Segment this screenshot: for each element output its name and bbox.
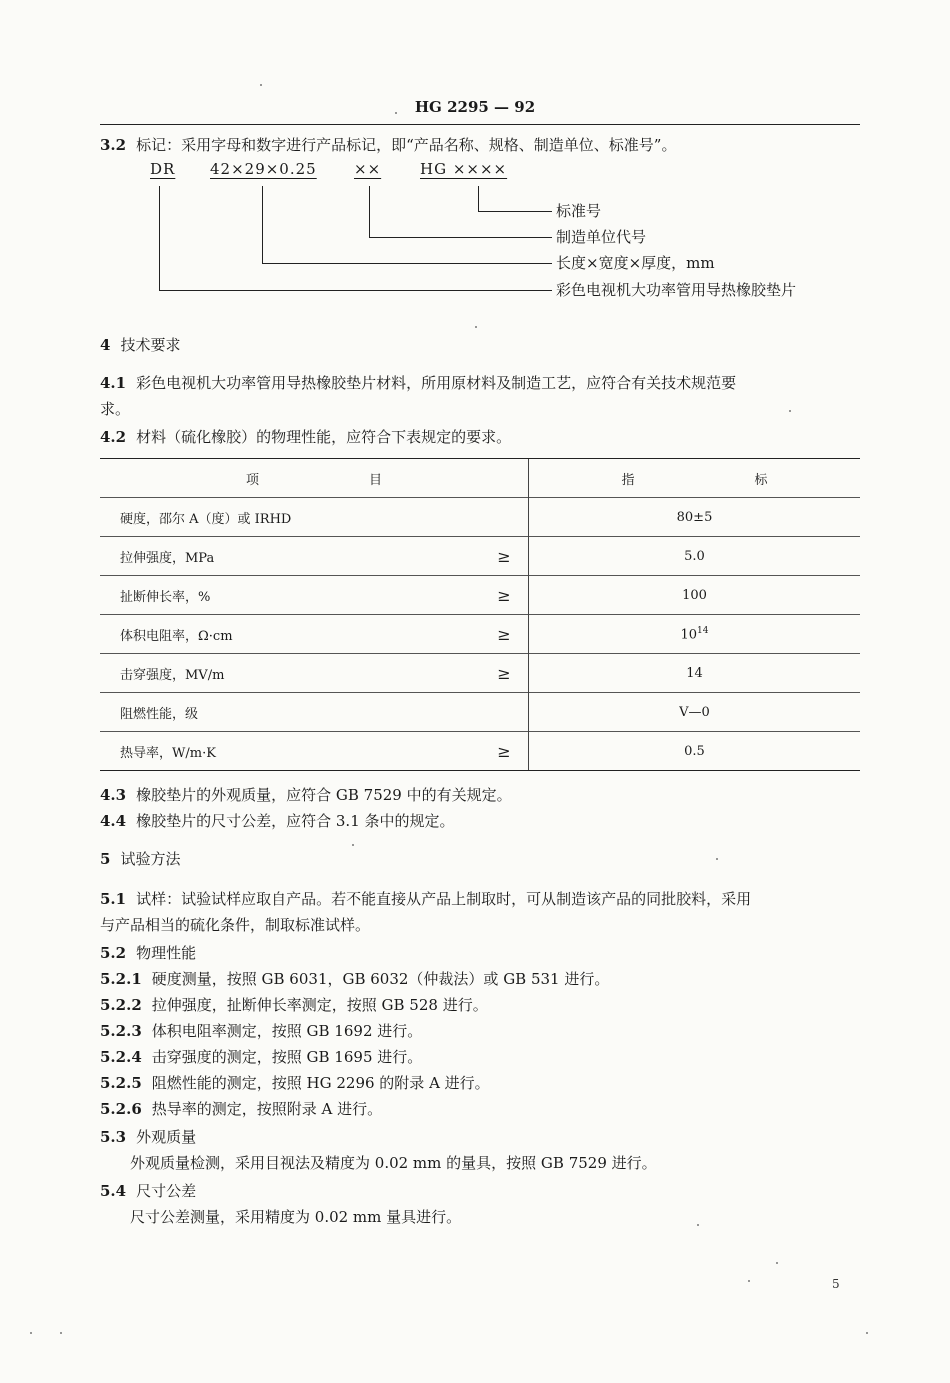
bracket-size-h (262, 263, 552, 264)
scan-speck (475, 326, 477, 328)
marking-maker: ×× (354, 160, 382, 178)
clause-number: 5.4 (100, 1182, 127, 1200)
clause-4-2 (100, 424, 860, 450)
clause-number: 5.2.6 (100, 1100, 142, 1118)
clause-5-2-2 (100, 992, 860, 1018)
row-item: 拉伸强度，MPa (100, 537, 480, 576)
table-row (100, 654, 860, 693)
clause-5-3 (100, 1124, 860, 1150)
row-item: 体积电阻率，Ω·cm (100, 615, 480, 654)
scan-speck (789, 410, 791, 412)
row-value: 80±5 (529, 498, 861, 537)
scan-speck (866, 1332, 868, 1334)
clause-number: 5.2.4 (100, 1048, 142, 1066)
value-exponent: 14 (697, 625, 709, 636)
table-row (100, 498, 860, 537)
requirements-table (100, 458, 860, 771)
clause-number: 4.2 (100, 428, 127, 446)
clause-number: 5.1 (100, 890, 127, 908)
row-value: 5.0 (529, 537, 861, 576)
scan-speck (776, 1262, 778, 1264)
scan-speck (395, 112, 397, 114)
scan-speck (697, 1224, 699, 1226)
table-row (100, 732, 860, 771)
row-item: 击穿强度，MV/m (100, 654, 480, 693)
table-row (100, 537, 860, 576)
row-ge (480, 498, 529, 537)
row-item: 扯断伸长率，% (100, 576, 480, 615)
row-item: 硬度，邵尔 A（度）或 IRHD (100, 498, 480, 537)
row-item: 热导率，W/m·K (100, 732, 480, 771)
row-ge: ≥ (480, 615, 529, 654)
table-row (100, 693, 860, 732)
row-value: 14 (529, 654, 861, 693)
section-5-heading (100, 846, 860, 872)
clause-4-3 (100, 782, 860, 808)
row-value: 0.5 (529, 732, 861, 771)
page-number: 5 (832, 1277, 840, 1291)
clause-number: 4.4 (100, 812, 127, 830)
bracket-dr-v (159, 186, 160, 291)
header-rule (100, 124, 860, 125)
scan-speck (716, 858, 718, 860)
section-number: 5 (100, 850, 111, 868)
clause-5-2-4 (100, 1044, 860, 1070)
row-item: 阻燃性能，级 (100, 693, 480, 732)
scan-speck (260, 84, 262, 86)
clause-text: 体积电阻率测定，按照 GB 1692 进行。 (151, 1022, 423, 1040)
row-ge: ≥ (480, 576, 529, 615)
row-value: 100 (529, 576, 861, 615)
clause-text: 物理性能 (136, 944, 197, 962)
bracket-std-v (478, 186, 479, 212)
clause-4-4 (100, 808, 860, 834)
table-row (100, 576, 860, 615)
clause-5-2-6 (100, 1096, 860, 1122)
clause-text: 材料（硫化橡胶）的物理性能，应符合下表规定的要求。 (136, 428, 512, 446)
header-value-char1: 指 (621, 472, 635, 488)
clause-text: 硬度测量，按照 GB 6031，GB 6032（仲裁法）或 GB 531 进行。 (151, 970, 610, 988)
clause-text-line2: 求。 (100, 400, 131, 418)
clause-number: 5.2.5 (100, 1074, 142, 1092)
row-ge: ≥ (480, 537, 529, 576)
clause-5-4-body: 尺寸公差测量，采用精度为 0.02 mm 量具进行。 (130, 1208, 462, 1226)
scan-speck (60, 1332, 62, 1334)
section-4-heading (100, 332, 860, 358)
clause-number: 5.2 (100, 944, 127, 962)
clause-text-line1: 试样：试验试样应取自产品。若不能直接从产品上制取时，可从制造该产品的同批胶料，采用 (136, 890, 752, 908)
clause-title: 尺寸公差 (136, 1182, 197, 1200)
clause-text-line2: 与产品相当的硫化条件，制取标准试样。 (100, 916, 371, 934)
clause-5-3-body: 外观质量检测，采用目视法及精度为 0.02 mm 的量具，按照 GB 7529 进行。 (130, 1154, 657, 1172)
row-ge: ≥ (480, 732, 529, 771)
clause-text: 橡胶垫片的尺寸公差，应符合 3.1 条中的规定。 (136, 812, 455, 830)
clause-text: 标记：采用字母和数字进行产品标记，即“产品名称、规格、制造单位、标准号”。 (136, 136, 677, 154)
scan-speck (30, 1332, 32, 1334)
scan-speck (352, 844, 354, 846)
bracket-size-v (262, 186, 263, 264)
clause-5-2-3 (100, 1018, 860, 1044)
clause-text: 橡胶垫片的外观质量，应符合 GB 7529 中的有关规定。 (136, 786, 512, 804)
section-title: 技术要求 (120, 336, 181, 354)
marking-size: 42×29×0.25 (210, 160, 317, 178)
row-ge: ≥ (480, 654, 529, 693)
clause-5-1 (100, 886, 860, 938)
header-value-char2: 标 (754, 472, 768, 488)
section-number: 4 (100, 336, 111, 354)
table-header-value (529, 459, 861, 498)
clause-number: 3.2 (100, 136, 127, 154)
label-dimensions: 长度×宽度×厚度，mm (556, 254, 715, 272)
clause-title: 外观质量 (136, 1128, 197, 1146)
bracket-std-h (478, 211, 552, 212)
row-ge (480, 693, 529, 732)
clause-text: 击穿强度的测定，按照 GB 1695 进行。 (151, 1048, 423, 1066)
clause-5-2-5 (100, 1070, 860, 1096)
marking-dr: DR (150, 160, 176, 178)
value-base: 10 (680, 627, 698, 643)
bracket-dr-h (159, 290, 552, 291)
label-standard-number: 标准号 (556, 202, 602, 220)
table-header-item (100, 459, 529, 498)
clause-number: 5.2.1 (100, 970, 142, 988)
clause-3-2 (100, 132, 860, 158)
clause-text-line1: 彩色电视机大功率管用导热橡胶垫片材料，所用原材料及制造工艺，应符合有关技术规范要 (136, 374, 737, 392)
clause-5-2-1 (100, 966, 860, 992)
clause-5-4 (100, 1178, 860, 1204)
clause-number: 4.3 (100, 786, 127, 804)
clause-number: 5.2.3 (100, 1022, 142, 1040)
scan-speck (748, 1280, 750, 1282)
row-value: V—0 (529, 693, 861, 732)
label-maker-code: 制造单位代号 (556, 228, 647, 246)
clause-number: 4.1 (100, 374, 127, 392)
marking-standard: HG ×××× (420, 160, 508, 178)
clause-text: 阻燃性能的测定，按照 HG 2296 的附录 A 进行。 (151, 1074, 490, 1092)
clause-number: 5.2.2 (100, 996, 142, 1014)
bracket-maker-v (369, 186, 370, 238)
clause-text: 拉伸强度，扯断伸长率测定，按照 GB 528 进行。 (151, 996, 488, 1014)
header-item-char1: 项 (245, 472, 259, 488)
section-title: 试验方法 (120, 850, 181, 868)
document-header: HG 2295 — 92 (414, 98, 536, 116)
clause-5-2 (100, 940, 860, 966)
row-value (529, 615, 861, 654)
clause-number: 5.3 (100, 1128, 127, 1146)
label-product-name: 彩色电视机大功率管用导热橡胶垫片 (556, 281, 797, 299)
table-header-row (100, 459, 860, 498)
header-item-char2: 目 (369, 472, 383, 488)
clause-text: 热导率的测定，按照附录 A 进行。 (151, 1100, 383, 1118)
clause-4-1 (100, 370, 860, 422)
bracket-maker-h (369, 237, 552, 238)
table-row (100, 615, 860, 654)
